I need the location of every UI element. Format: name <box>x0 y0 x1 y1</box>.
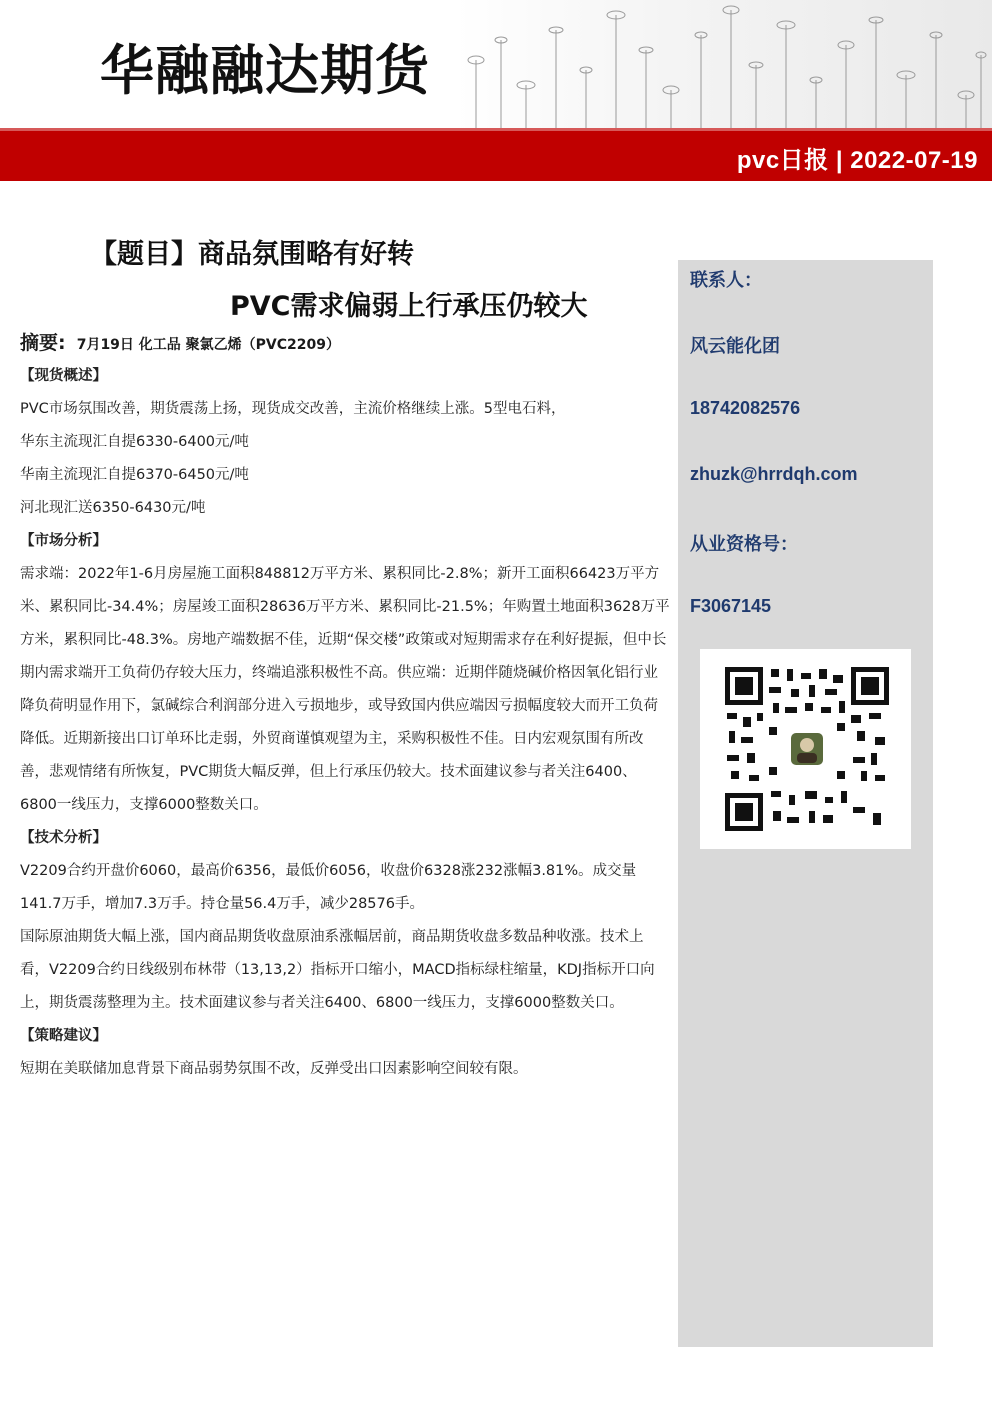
license-number: F3067145 <box>690 596 772 616</box>
paragraph: 河北现汇送6350-6430元/吨 <box>20 500 206 516</box>
contact-name: 风云能化团 <box>690 336 780 356</box>
decorative-pattern-icon <box>456 0 992 128</box>
qr-code-icon <box>725 667 889 831</box>
section-strategy <box>20 1020 672 1086</box>
license-label: 从业资格号： <box>690 534 798 554</box>
paragraph: V2209合约开盘价6060，最高价6356，最低价6056，收盘价6328涨232涨幅3.81%。成交量141.7万手，增加7.3万手。持仓量56.4万手，减少28576手。 <box>20 863 637 912</box>
section-heading: 【策略建议】 <box>20 1028 107 1044</box>
summary-text: 7月19日 化工品 聚氯乙烯（PVC2209） <box>76 337 341 353</box>
summary-label: 摘要: <box>20 332 66 354</box>
paragraph: 华南主流现汇自提6370-6450元/吨 <box>20 467 249 483</box>
paragraph: 短期在美联储加息背景下商品弱势氛围不改，反弹受出口因素影响空间较有限。 <box>20 1061 528 1077</box>
report-tag: pvc日报 | 2022-07-19 <box>736 147 978 174</box>
section-technical-analysis <box>20 822 672 1020</box>
company-logo: 华融融达期货 <box>100 38 430 102</box>
contact-phone: 18742082576 <box>690 398 801 418</box>
report-title-line2: PVC需求偏弱上行承压仍较大 <box>230 291 588 322</box>
report-title-line1: 【题目】商品氛围略有好转 <box>90 239 414 270</box>
section-heading: 【技术分析】 <box>20 830 107 846</box>
qr-code[interactable] <box>700 649 911 849</box>
section-heading: 【市场分析】 <box>20 533 107 549</box>
section-heading: 【现货概述】 <box>20 368 107 384</box>
paragraph: PVC市场氛围改善，期货震荡上扬，现货成交改善，主流价格继续上涨。5型电石料， <box>20 401 566 417</box>
section-market-analysis <box>20 525 672 822</box>
contact-label: 联系人： <box>690 270 762 290</box>
section-spot-overview <box>20 360 672 525</box>
contact-email[interactable]: zhuzk@hrrdqh.com <box>690 464 858 484</box>
contact-sidebar <box>678 260 933 1347</box>
paragraph: 国际原油期货大幅上涨，国内商品期货收盘原油系涨幅居前，商品期货收盘多数品种收涨。技术上看，V2209合约日线级别布林带（13,13,2）指标开口缩小，MACD指标绿柱缩量，KDJ指标开口向上，期货震荡整理为主。技术面建议参与者关注6400、6800一线压力，支撑6000整数关口。 <box>20 929 655 1011</box>
paragraph: 华东主流现汇自提6330-6400元/吨 <box>20 434 249 450</box>
report-body <box>20 360 672 1086</box>
header-decorative-lamps <box>456 0 992 128</box>
summary-row <box>20 328 340 355</box>
paragraph: 需求端：2022年1-6月房屋施工面积848812万平方米、累积同比-2.8%；新开工面积66423万平方米、累积同比-34.4%；房屋竣工面积28636万平方米、累积同比-21.5%；年购置土地面积3628万平方米，累积同比-48.3%。房地产端数据不佳，近期“保交楼”政策或对短期需求存在利好提振，但中长期内需求端开工负荷仍存较大压力，终端追涨积极性不高。供应端：近期伴随烧碱价格因氧化铝行业降负荷明显作用下，氯碱综合利润部分进入亏损地步，或导致国内供应端因亏损幅度较大而开工负荷降低。近期新接出口订单环比走弱，外贸商谨慎观望为主，采购积极性不佳。日内宏观氛围有所改善，悲观情绪有所恢复，PVC期货大幅反弹，但上行承压仍较大。技术面建议参与者关注6400、6800一线压力，支撑6000整数关口。 <box>20 566 670 813</box>
header-divider <box>0 128 992 131</box>
